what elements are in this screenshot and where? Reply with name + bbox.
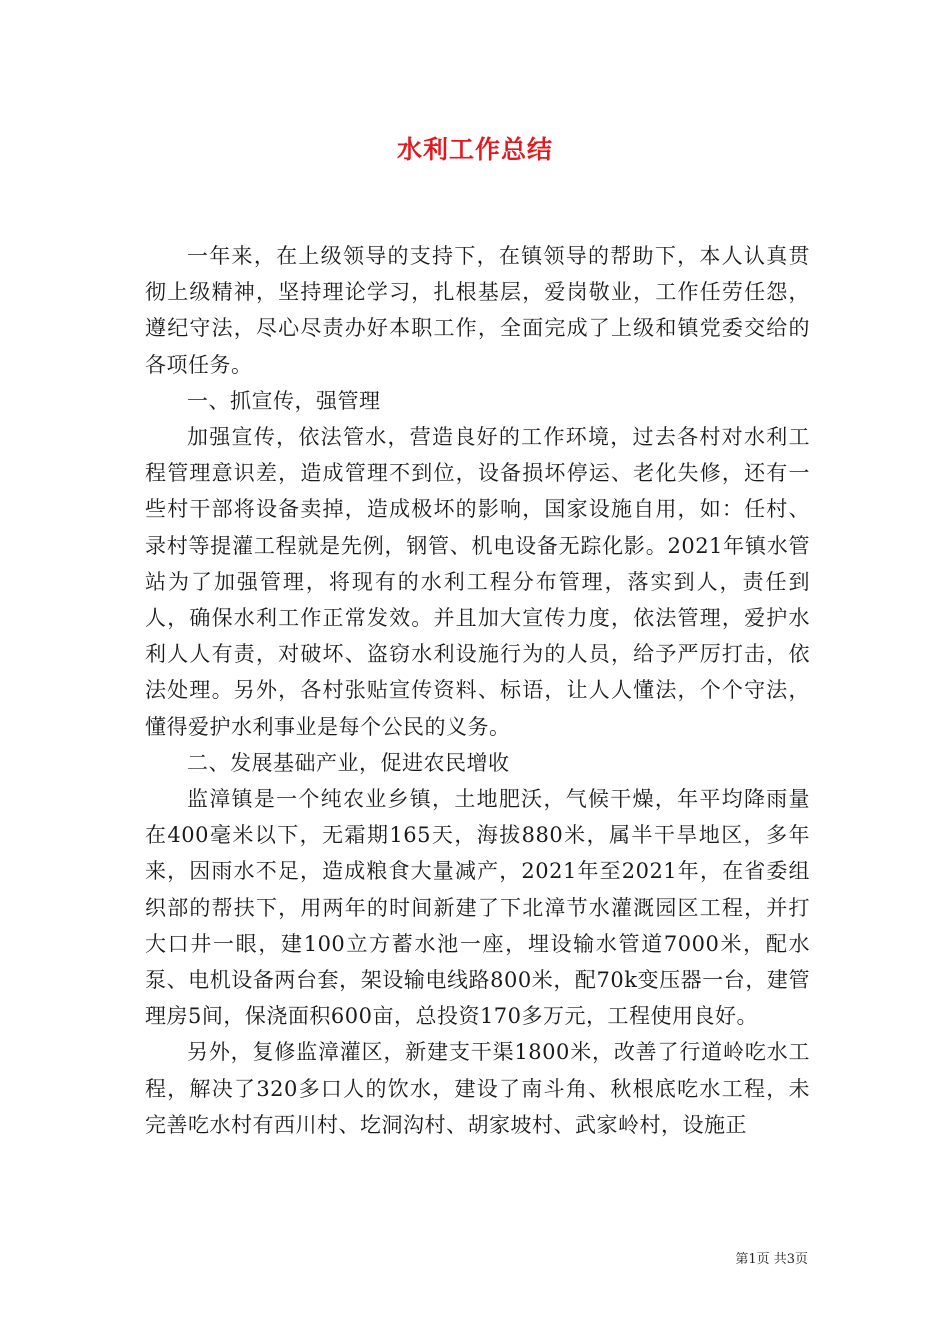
document-title: 水利工作总结 [396,135,553,164]
section-heading-1: 一、抓宣传，强管理 [187,388,381,413]
section-heading-2: 二、发展基础产业，促进农民增收 [187,750,510,775]
paragraph-section-1: 加强宣传，依法管水，营造良好的工作环境，过去各村对水利工程管理意识差，造成管理不到位，设备损坏停运、老化失修，还有一些村干部将设备卖掉，造成极坏的影响，国家设施自用，如：任村、录村等提灌工程就是先例，钢管、机电设备无踪化影。2021年镇水管站为了加强管理，将现有的水利工程分布管理，落实到人，责任到人，确保水利工作正常发效。并且加大宣传力度，依法管理，爱护水利人人有责，对破坏、盗窃水利设施行为的人员，给予严厉打击，依法处理。另外，各村张贴宣传资料、标语，让人人懂法，个个守法，懂得爱护水利事业是每个公民的义务。 [145,425,810,739]
document-body [145,238,810,1143]
paragraph-section-2-continued: 另外，复修监漳灌区，新建支干渠1800米，改善了行道岭吃水工程，解决了320多口人的饮水，建设了南斗角、秋根底吃水工程，未完善吃水村有西川村、圪洞沟村、胡家坡村、武家岭村，设施正 [145,1040,810,1137]
paragraph-intro: 一年来，在上级领导的支持下，在镇领导的帮助下，本人认真贯彻上级精神，坚持理论学习，扎根基层，爱岗敬业，工作任劳任怨，遵纪守法，尽心尽责办好本职工作，全面完成了上级和镇党委交给的各项任务。 [145,244,810,377]
paragraph-section-2: 监漳镇是一个纯农业乡镇，土地肥沃，气候干燥，年平均降雨量在400毫米以下，无霜期165天，海拔880米，属半干旱地区，多年来，因雨水不足，造成粮食大量减产，2021年至2021年，在省委组织部的帮扶下，用两年的时间新建了下北漳节水灌溉园区工程，并打大口井一眼，建100立方蓄水池一座，埋设输水管道7000米，配水泵、电机设备两台套，架设输电线路800米，配70k变压器一台，建管理房5间，保浇面积600亩，总投资170多万元，工程使用良好。 [145,787,810,1029]
page-number-footer: 第1页 共3页 [735,1252,808,1267]
